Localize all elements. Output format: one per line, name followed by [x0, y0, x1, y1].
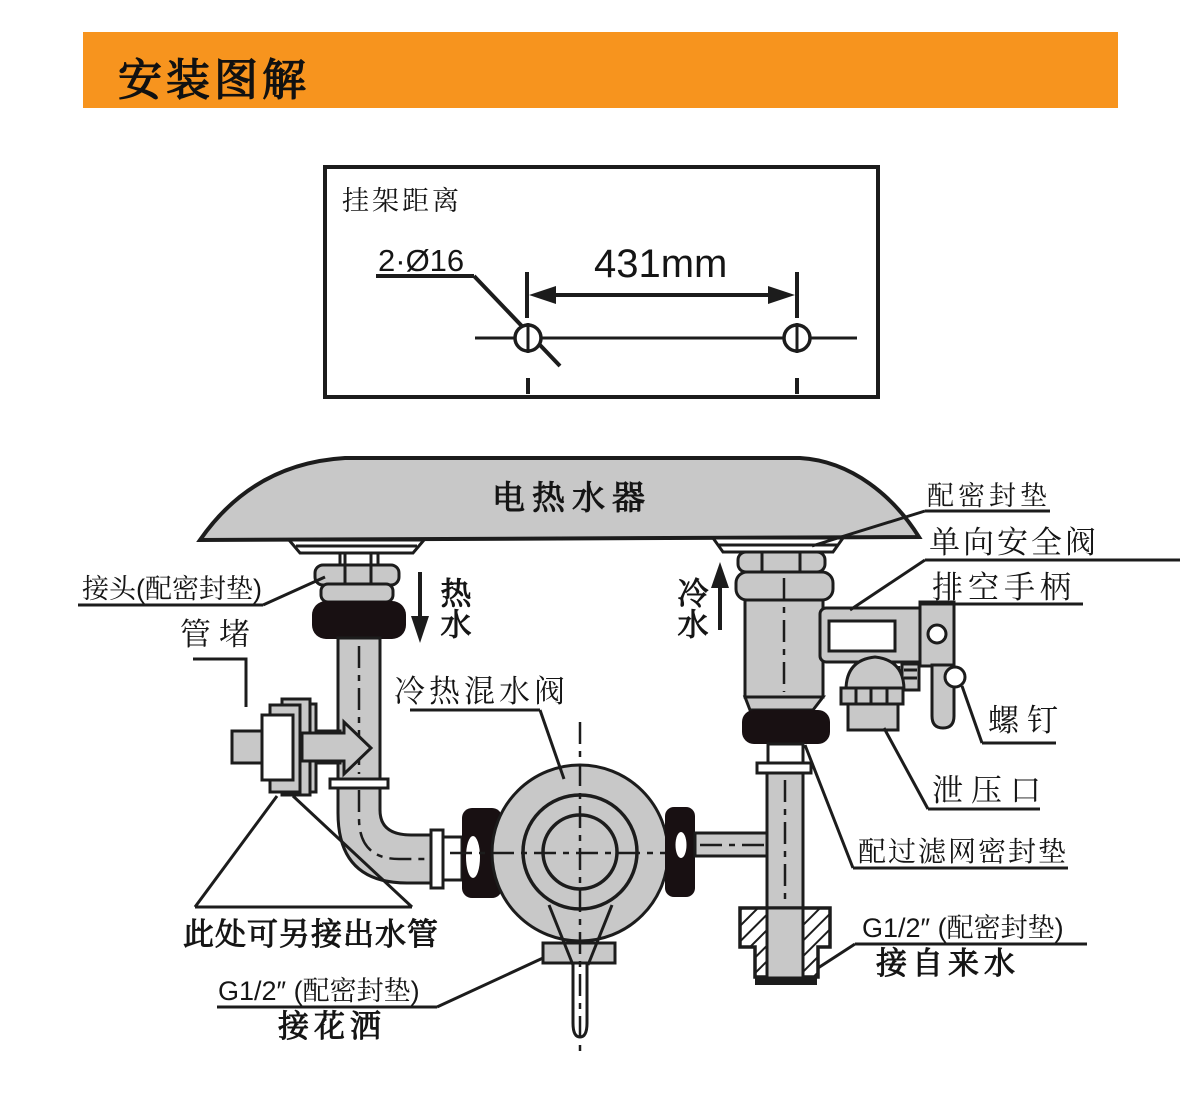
hot-water-label: 热水: [435, 577, 471, 639]
cold-coupling-nut: [742, 710, 830, 744]
mixing-valve: [450, 722, 790, 1058]
plug-stub: [232, 731, 265, 763]
connector-leader: [263, 577, 325, 605]
valve-inlet-stub: [443, 837, 462, 880]
screw-label: 螺钉: [988, 703, 1066, 738]
bracket-distance-box: [325, 167, 878, 397]
page-title: 安装图解: [118, 56, 310, 105]
hole-diameter-label: 2·Ø16: [378, 243, 465, 278]
connector-label: 接头(配密封垫): [82, 574, 262, 604]
filter-gasket-label: 配过滤网密封垫: [858, 836, 1069, 867]
shower-spec-label: G1/2″ (配密封垫): [218, 976, 420, 1006]
pipe-through-wall: [767, 908, 803, 978]
distance-dimension-label: 431mm: [594, 242, 728, 286]
filter-gasket-leader: [805, 745, 853, 868]
cold-water-label: 冷水: [672, 577, 708, 639]
hot-fitting-lower: [321, 584, 393, 602]
safety-valve-plate: [829, 621, 895, 651]
pipe-plug-label: 管堵: [180, 617, 258, 652]
bracket-hole: [928, 625, 946, 643]
shower-label: 接花洒: [278, 1009, 386, 1044]
elbow-union: [431, 830, 443, 888]
inlet-taper: [745, 697, 823, 710]
mixing-valve-label: 冷热混水阀: [394, 674, 569, 709]
heater-label: 电热水器: [492, 479, 652, 516]
relief-port-label: 泄压口: [932, 773, 1049, 808]
water-heater-tank: [200, 458, 919, 540]
tap-spec-label: G1/2″ (配密封垫): [862, 913, 1064, 943]
relief-port-leader: [884, 728, 928, 809]
screw-leader: [962, 686, 982, 743]
relief-outlet-cylinder: [848, 704, 898, 730]
check-valve-leader: [850, 560, 925, 610]
drain-handle-label: 排空手柄: [932, 570, 1076, 605]
valve-left-coupling-hole: [466, 836, 480, 878]
gasket-top-label: 配密封垫: [927, 481, 1051, 511]
check-valve-label: 单向安全阀: [929, 525, 1099, 560]
bracket-distance-title: 挂架距离: [342, 186, 462, 216]
cold-fitting-upper: [738, 552, 825, 572]
cold-stub: [768, 744, 803, 763]
hot-elbow: [338, 788, 432, 883]
valve-right-coupling-hole: [676, 832, 687, 858]
cold-flow-arrowhead: [711, 562, 729, 588]
plug-plate-front: [262, 715, 293, 780]
alt-outlet-leader-left: [195, 796, 277, 907]
tap-water-label: 接自来水: [876, 946, 1020, 981]
alt-outlet-label: 此处可另接出水管: [183, 917, 439, 952]
hot-flow-arrowhead: [411, 616, 429, 643]
screw-head: [945, 667, 965, 687]
wall-fitting-base: [755, 977, 817, 985]
hot-coupling-nut: [312, 601, 406, 639]
hot-fitting-upper: [315, 565, 399, 585]
shower-spec-leader: [437, 958, 543, 1007]
pipe-plug-leader: [193, 659, 246, 707]
